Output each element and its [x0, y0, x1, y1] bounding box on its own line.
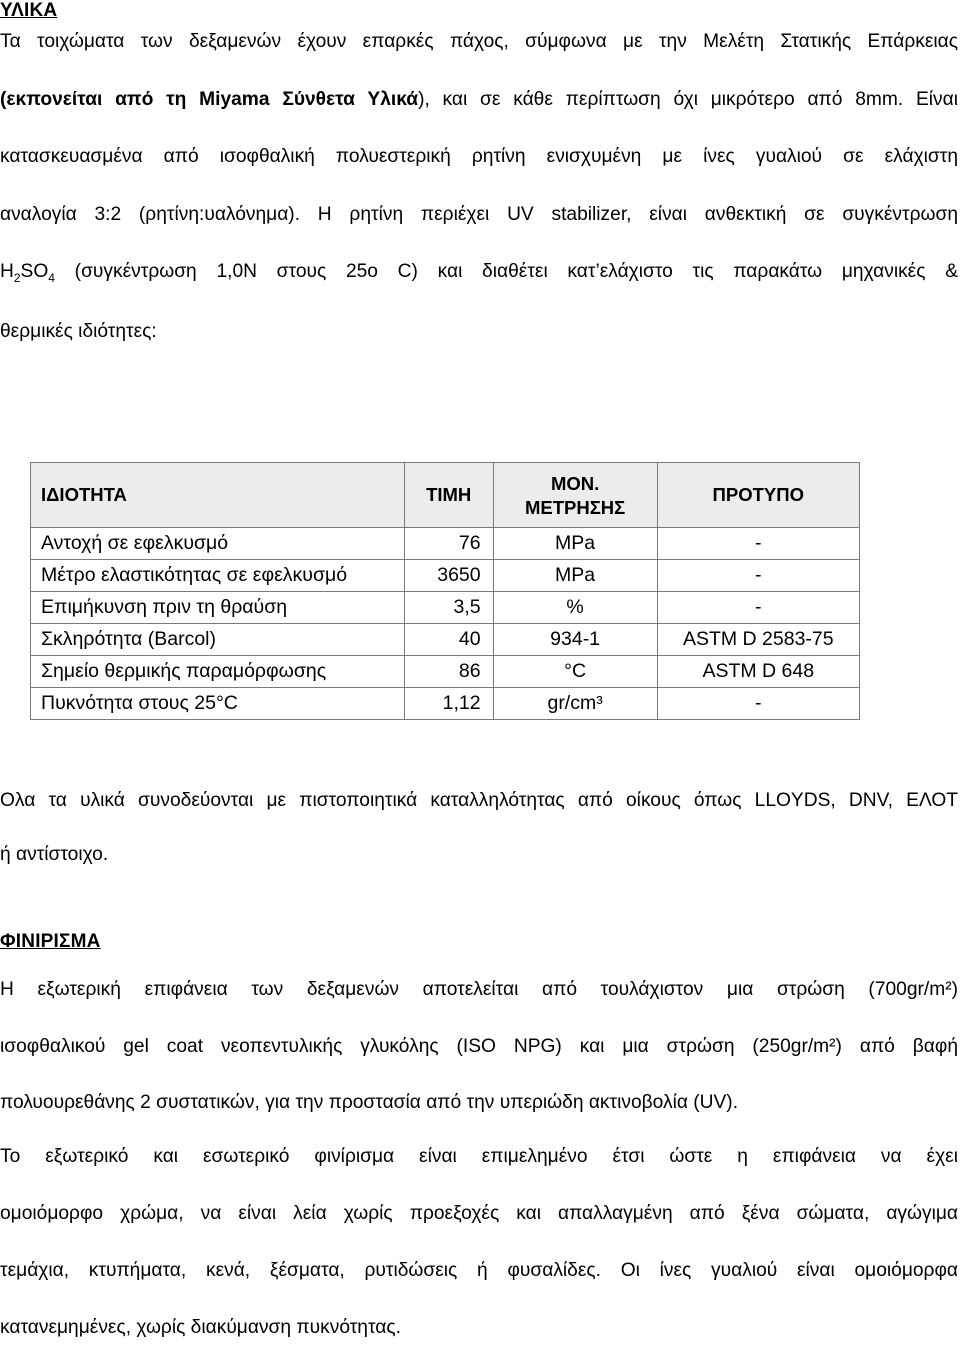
- cell-property: Σκληρότητα (Barcol): [31, 624, 405, 656]
- formula-subscript: 2: [13, 271, 21, 285]
- cell-property: Σημείο θερμικής παραμόρφωσης: [31, 656, 405, 688]
- cell-property: Πυκνότητα στους 25°C: [31, 688, 405, 720]
- paragraph-line: [0, 243, 958, 303]
- cell-value: 40: [404, 624, 493, 656]
- paragraph-line: ή αντίστοιχο.: [0, 844, 109, 865]
- paragraph-line: κατασκευασμένα από ισοφθαλική πολυεστερική ρητίνη ενισχυμένη με ίνες γυαλιού σε ελάχιστη: [0, 146, 958, 167]
- header-property: ΙΔΙΟΤΗΤΑ: [31, 463, 405, 528]
- header-unit-line2: ΜΕΤΡΗΣΗΣ: [524, 497, 626, 518]
- table-row: [31, 688, 860, 720]
- cell-value: 1,12: [404, 688, 493, 720]
- finish-paragraph-1: [0, 962, 958, 1132]
- cell-value: 3,5: [404, 592, 493, 624]
- paragraph-line: Τα τοιχώματα των δεξαμενών έχουν επαρκές πάχος, σύμφωνα με την Μελέτη Στατικής Επάρκειας: [0, 31, 958, 52]
- section-heading-finish: ΦΙΝΙΡΙΣΜΑ: [0, 931, 101, 952]
- cell-standard: ASTM D 2583-75: [657, 624, 859, 656]
- cell-property: Αντοχή σε εφελκυσμό: [31, 528, 405, 560]
- paragraph-line: τεμάχια, κτυπήματα, κενά, ξέσματα, ρυτιδώσεις ή φυσαλίδες. Οι ίνες γυαλιού είναι ομοιόμορφα: [0, 1260, 958, 1281]
- header-value: ΤΙΜΗ: [404, 463, 493, 528]
- cell-standard: -: [657, 688, 859, 720]
- cell-value: 86: [404, 656, 493, 688]
- paragraph-text: (συγκέντρωση 1,0Ν στους 25ο C) και διαθέτει κατ’ελάχιστο τις παρακάτω μηχανικές &: [54, 261, 958, 282]
- table-header-row: [31, 463, 860, 528]
- cell-unit: 934-1: [493, 624, 657, 656]
- paragraph-line: [0, 71, 958, 129]
- paragraph-line: πολυουρεθάνης 2 συστατικών, για την προστασία από την υπεριώδη ακτινοβολία (UV).: [0, 1092, 739, 1113]
- formula-part: SO: [20, 261, 49, 282]
- paragraph-line: Ολα τα υλικά συνοδεύονται με πιστοποιητικά καταλληλότητας από οίκους όπως LLOYDS, DNV, ΕΛΟΤ: [0, 790, 958, 811]
- bold-text: (εκπονείται από τη Miyama Σύνθετα Υλικά: [0, 88, 419, 110]
- cell-value: 3650: [404, 560, 493, 592]
- finish-paragraph-2: [0, 1128, 958, 1356]
- paragraph-line: Η εξωτερική επιφάνεια των δεξαμενών αποτελείται από τουλάχιστον μια στρώση (700gr/m²): [0, 979, 958, 1000]
- paragraph-line: ισοφθαλικού gel coat νεοπεντυλικής γλυκόλης (ISO NPG) και μια στρώση (250gr/m²) από βαφή: [0, 1035, 958, 1057]
- table-row: [31, 528, 860, 560]
- formula-part: H: [0, 261, 14, 282]
- paragraph-text: ), και σε κάθε περίπτωση όχι μικρότερο από 8mm. Είναι: [418, 88, 958, 110]
- cell-unit: %: [493, 592, 657, 624]
- paragraph-line: κατανεμημένες, χωρίς διακύμανση πυκνότητας.: [0, 1317, 401, 1338]
- cell-standard: -: [657, 560, 859, 592]
- paragraph-line: ομοιόμορφο χρώμα, να είναι λεία χωρίς προεξοχές και απαλλαγμένη από ξένα σώματα, αγώγιμα: [0, 1203, 958, 1224]
- cell-property: Μέτρο ελαστικότητας σε εφελκυσμό: [31, 560, 405, 592]
- table-row: [31, 560, 860, 592]
- section-heading-materials: ΥΛΙΚΑ: [0, 0, 58, 21]
- table-row: [31, 624, 860, 656]
- cell-property: Επιμήκυνση πριν τη θραύση: [31, 592, 405, 624]
- table-row: [31, 656, 860, 688]
- cell-standard: -: [657, 592, 859, 624]
- cell-unit: gr/cm³: [493, 688, 657, 720]
- certificates-paragraph: [0, 774, 958, 882]
- cell-unit: MPa: [493, 560, 657, 592]
- cell-unit: °C: [493, 656, 657, 688]
- table-row: [31, 592, 860, 624]
- materials-paragraph: [0, 13, 958, 360]
- paragraph-line: θερμικές ιδιότητες:: [0, 320, 157, 342]
- cell-unit: MPa: [493, 528, 657, 560]
- header-unit: [493, 463, 657, 528]
- paragraph-line: Το εξωτερικό και εσωτερικό φινίρισμα είναι επιμελημένο έτσι ώστε η επιφάνεια να έχει: [0, 1146, 958, 1167]
- paragraph-line: αναλογία 3:2 (ρητίνη:υαλόνημα). Η ρητίνη περιέχει UV stabilizer, είναι ανθεκτική σε συγκέντρωση: [0, 203, 958, 225]
- formula-subscript: 4: [48, 271, 55, 285]
- header-standard: ΠΡΟΤΥΠΟ: [657, 463, 859, 528]
- properties-table: [30, 462, 860, 720]
- chemical-formula: [0, 261, 55, 285]
- header-unit-line1: ΜΟΝ.: [550, 473, 600, 494]
- cell-value: 76: [404, 528, 493, 560]
- cell-standard: ASTM D 648: [657, 656, 859, 688]
- cell-standard: -: [657, 528, 859, 560]
